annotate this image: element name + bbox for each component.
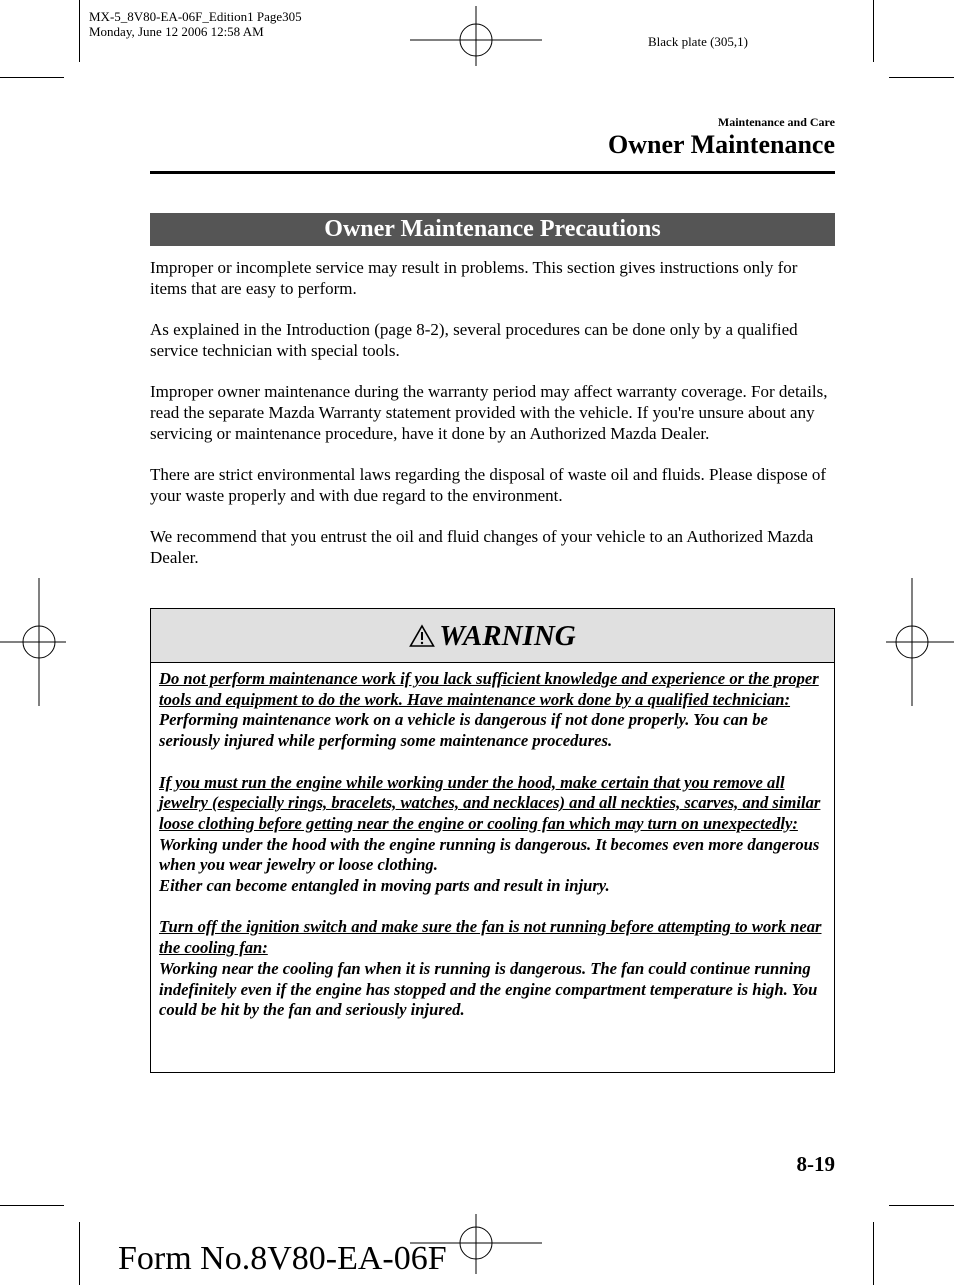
warning-item	[159, 669, 828, 752]
warning-item-heading: If you must run the engine while working under the hood, make certain that you remove all jewelry (especially rings, bracelets, watches, and necklaces) and all neckties, scarves, and similar loose clothing before getting near the engine or cooling fan which may turn on unexpectedly:	[159, 772, 821, 833]
warning-item-body: Working near the cooling fan when it is running is dangerous. The fan could continue running indefinitely even if the engine has stopped and the engine compartment temperature is high. You could be hit by the fan and seriously injured.	[159, 958, 818, 1020]
print-meta	[89, 9, 302, 39]
warning-item-heading: Turn off the ignition switch and make sure the fan is not running before attempting to work near the cooling fan:	[159, 917, 822, 958]
warning-box	[150, 608, 835, 1073]
crop-mark	[79, 1222, 80, 1285]
body-text	[150, 258, 838, 589]
crop-mark	[79, 0, 80, 62]
paragraph: As explained in the Introduction (page 8-2), several procedures can be done only by a qualified service technician with special tools.	[150, 320, 798, 360]
crop-mark	[873, 1222, 874, 1285]
crop-mark	[0, 1205, 64, 1206]
registration-mark-icon	[410, 6, 542, 66]
form-number: Form No.8V80-EA-06F	[118, 1240, 447, 1277]
paragraph: Improper owner maintenance during the warranty period may affect warranty coverage. For details, read the separate Mazda Warranty statement provided with the vehicle. If you're unsure about any servicing or maintenance procedure, have it done by an Authorized Mazda Dealer.	[150, 382, 828, 443]
warning-item-body: Working under the hood with the engine running is dangerous. It becomes even more dangerous when you wear jewelry or loose clothing.	[159, 834, 820, 875]
plate-label: Black plate (305,1)	[648, 34, 748, 49]
warning-label: WARNING	[439, 619, 576, 652]
crop-mark	[889, 77, 954, 78]
warning-item-body: Either can become entangled in moving parts and result in injury.	[159, 876, 610, 896]
warning-header	[151, 609, 834, 663]
warning-item	[159, 773, 828, 897]
warning-item-body: Performing maintenance work on a vehicle is dangerous if not done properly. You can be seriously injured while performing some maintenance procedures.	[159, 710, 768, 751]
registration-mark-icon	[886, 578, 954, 706]
registration-mark-icon	[0, 578, 66, 706]
paragraph: Improper or incomplete service may result in problems. This section gives instructions only for items that are easy to perform.	[150, 258, 798, 298]
header-rule	[150, 171, 835, 174]
page-title: Owner Maintenance	[608, 130, 835, 159]
crop-mark	[889, 1205, 954, 1206]
page-number: 8-19	[796, 1152, 835, 1176]
crop-mark	[0, 77, 64, 78]
section-banner: Owner Maintenance Precautions	[150, 213, 835, 246]
crop-mark	[873, 0, 874, 62]
paragraph: We recommend that you entrust the oil and fluid changes of your vehicle to an Authorized Mazda Dealer.	[150, 527, 814, 567]
warning-item	[159, 917, 828, 1021]
date-line: Monday, June 12 2006 12:58 AM	[89, 24, 264, 39]
warning-triangle-icon	[409, 624, 435, 648]
warning-body	[151, 663, 834, 1021]
warning-item-heading: Do not perform maintenance work if you lack sufficient knowledge and experience or the proper tools and equipment to do the work. Have maintenance work done by a qualified technician:	[159, 669, 819, 709]
file-line: MX-5_8V80-EA-06F_Edition1 Page305	[89, 9, 302, 24]
paragraph: There are strict environmental laws regarding the disposal of waste oil and fluids. Please dispose of your waste properly and with due regard to the environment.	[150, 464, 827, 505]
section-label: Maintenance and Care	[717, 115, 835, 129]
